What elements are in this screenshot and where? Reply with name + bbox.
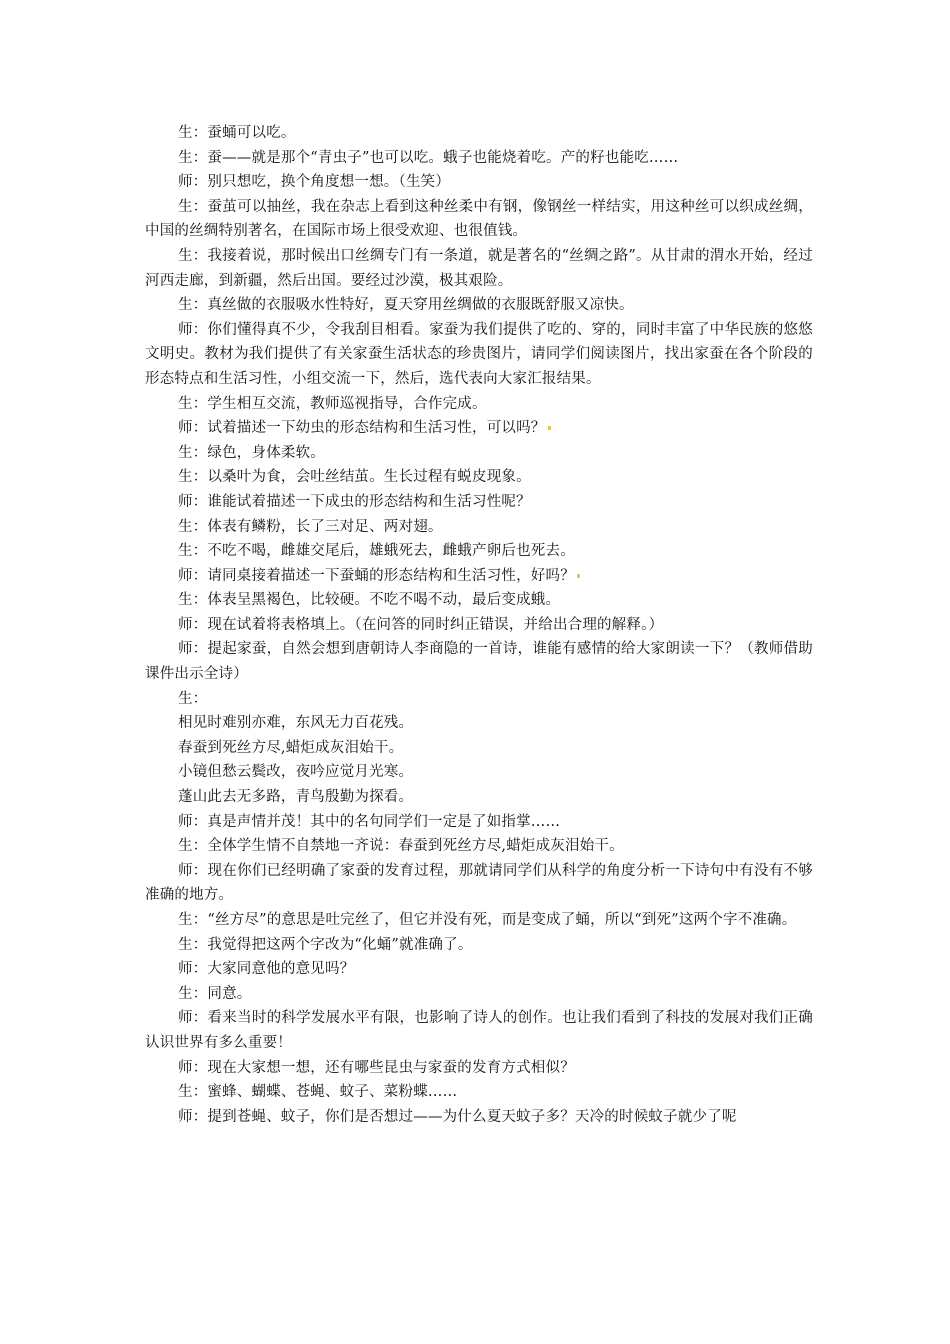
poem-line: 相见时难别亦难，东风无力百花残。 — [178, 715, 414, 732]
paragraph: 生：蜜蜂、蝴蝶、苍蝇、蚊子、菜粉蝶…… — [178, 1084, 458, 1101]
highlight-mark-icon — [577, 574, 580, 578]
paragraph: 生：“丝方尽”的意思是吐完丝了，但它并没有死，而是变成了蛹，所以“到死”这两个字不准确。 — [178, 912, 797, 928]
paragraph: 师：别只想吃，换个角度想一想。（生笑） — [178, 174, 451, 191]
paragraph: 生：蚕茧可以抽丝，我在杂志上看到这种丝柔中有钢，像钢丝一样结实，用这种丝可以织成丝绸，中国的丝绸特别著名，在国际市场上很受欢迎、也很值钱。 — [145, 198, 813, 240]
paragraph: 生：不吃不喝，雌雄交尾后，雄蛾死去，雌蛾产卵后也死去。 — [178, 543, 575, 560]
paragraph: 生：绿色，身体柔软。 — [178, 444, 325, 461]
paragraph: 师：现在试着将表格填上。（在问答的同时纠正错误，并给出合理的解释。） — [178, 616, 664, 633]
paragraph: 生：学生相互交流，教师巡视指导，合作完成。 — [178, 395, 487, 412]
paragraph: 生：同意。 — [178, 985, 252, 1002]
paragraph: 师：你们懂得真不少，令我刮目相看。家蚕为我们提供了吃的、穿的，同时丰富了中华民族的悠悠文明史。教材为我们提供了有关家蚕生活状态的珍贵图片，请同学们阅读图片，找出家蚕在各个阶段的形态特点和生活习性，小组交流一下，然后，选代表向大家汇报结果。 — [145, 321, 813, 387]
paragraph: 师：现在大家想一想，还有哪些昆虫与家蚕的发育方式相似？ — [178, 1059, 575, 1076]
document-body — [145, 121, 813, 1129]
paragraph: 师：提到苍蝇、蚊子，你们是否想过——为什么夏天蚊子多？天冷的时候蚊子就少了呢 — [178, 1108, 737, 1125]
poem-line: 小镜但愁云鬓改，夜吟应觉月光寒。 — [178, 764, 414, 781]
paragraph: 师：现在你们已经明确了家蚕的发育过程，那就请同学们从科学的角度分析一下诗句中有没有不够准确的地方。 — [145, 862, 813, 904]
paragraph: 生：真丝做的衣服吸水性特好，夏天穿用丝绸做的衣服既舒服又凉快。 — [178, 297, 634, 314]
paragraph-text: 师：试着描述一下幼虫的形态结构和生活习性，可以吗？ — [178, 420, 546, 437]
paragraph — [145, 416, 813, 441]
paragraph: 生：我觉得把这两个字改为“化蛹”就准确了。 — [178, 936, 473, 953]
paragraph: 生：全体学生情不自禁地一齐说：春蚕到死丝方尽,蜡炬成灰泪始干。 — [178, 838, 624, 855]
paragraph: 师：大家同意他的意见吗？ — [178, 961, 355, 978]
paragraph: 生：体表呈黑褐色，比较硬。不吃不喝不动，最后变成蛾。 — [178, 592, 561, 609]
paragraph: 生：蚕——就是那个“青虫子”也可以吃。蛾子也能烧着吃。产的籽也能吃…… — [178, 149, 679, 166]
paragraph: 师：提起家蚕，自然会想到唐朝诗人李商隐的一首诗，谁能有感情的给大家朗读一下？（教师借助课件出示全诗） — [145, 641, 813, 683]
paragraph: 师：谁能试着描述一下成虫的形态结构和生活习性呢？ — [178, 493, 531, 510]
poem-line: 春蚕到死丝方尽,蜡炬成灰泪始干。 — [178, 739, 404, 756]
paragraph: 生：体表有鳞粉，长了三对足、两对翅。 — [178, 518, 443, 535]
paragraph: 师：看来当时的科学发展水平有限，也影响了诗人的创作。也让我们看到了科技的发展对我们正确认识世界有多么重要！ — [145, 1010, 813, 1051]
paragraph: 生：以桑叶为食，会吐丝结茧。生长过程有蜕皮现象。 — [178, 469, 531, 486]
paragraph-text: 师：请同桌接着描述一下蚕蛹的形态结构和生活习性，好吗？ — [178, 567, 575, 584]
poem-line: 蓬山此去无多路，青鸟殷勤为探看。 — [178, 789, 414, 806]
paragraph: 生：蚕蛹可以吃。 — [178, 125, 296, 141]
paragraph — [145, 564, 813, 589]
paragraph: 生：我接着说，那时候出口丝绸专门有一条道，就是著名的“丝绸之路”。从甘肃的渭水开始，经过河西走廊，到新疆，然后出国。要经过沙漠，极其艰险。 — [145, 247, 813, 289]
highlight-mark-icon — [548, 426, 551, 430]
paragraph: 生： — [178, 690, 208, 707]
paragraph: 师：真是声情并茂！其中的名句同学们一定是了如指掌…… — [178, 813, 561, 830]
